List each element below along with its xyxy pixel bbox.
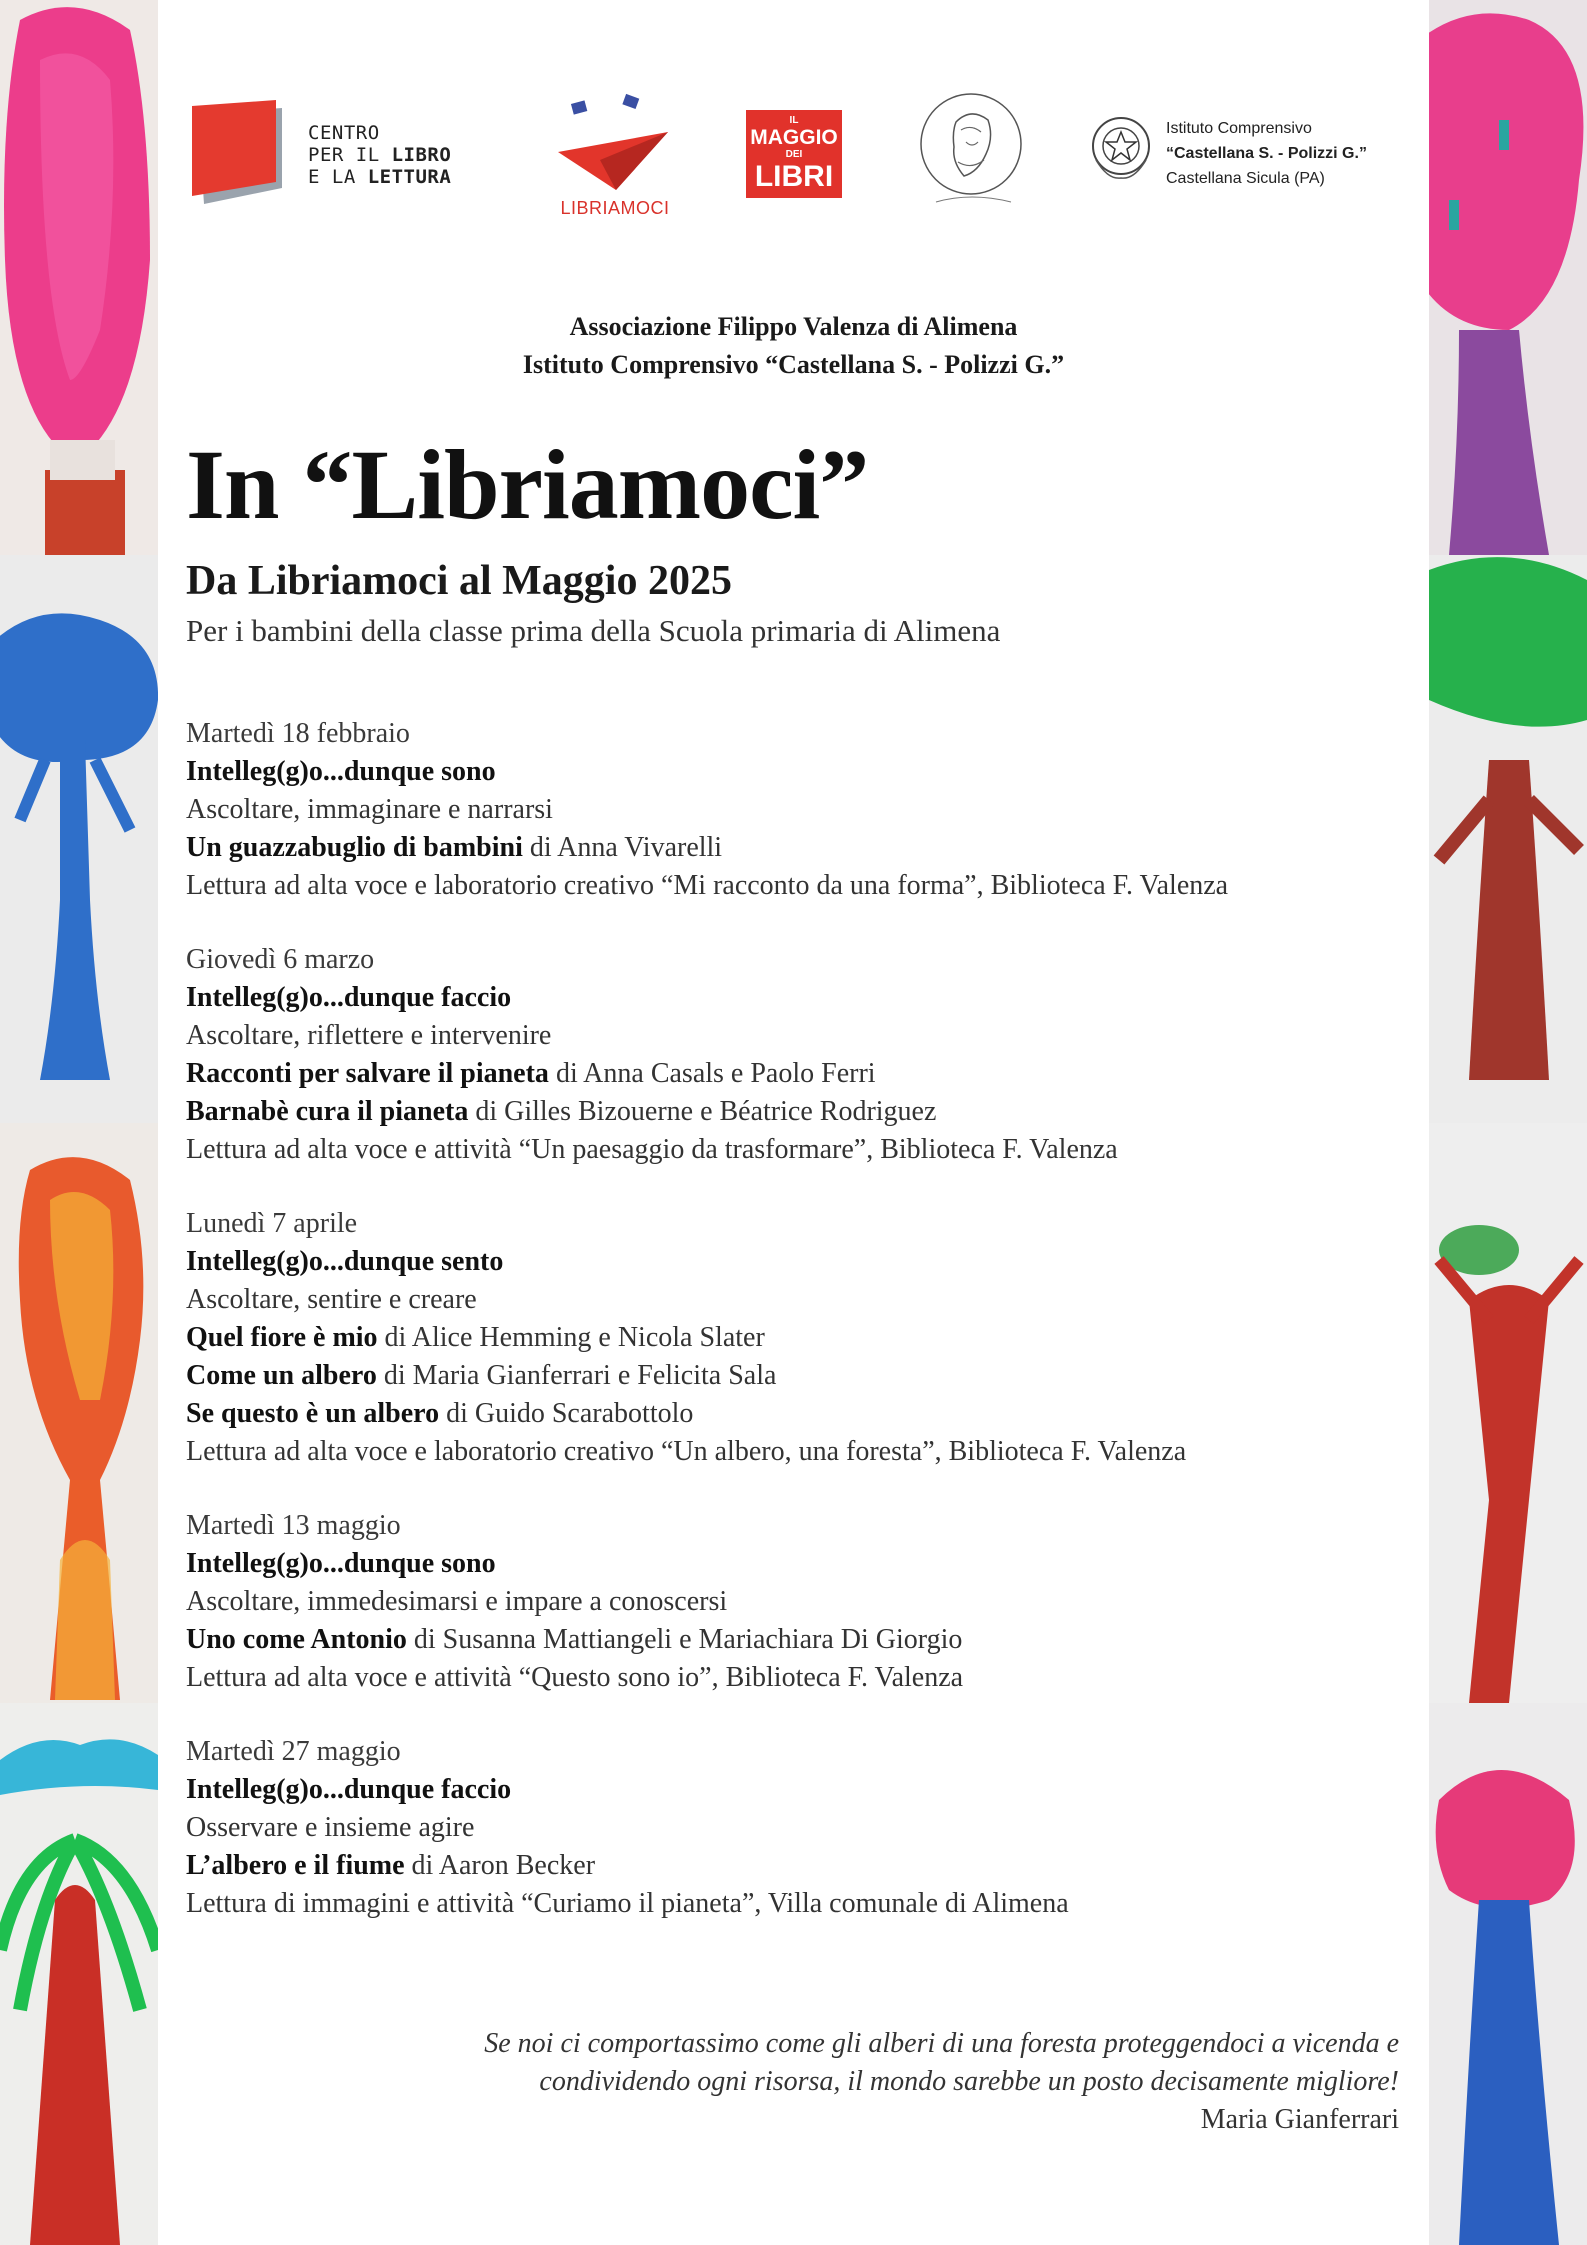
- poster-page: [158, 0, 1429, 2245]
- events-list: [186, 715, 1416, 1959]
- event-activity: Lettura ad alta voce e attività “Questo sono io”, Biblioteca F. Valenza: [186, 1662, 964, 1693]
- event-book: [186, 1093, 1416, 1131]
- event-theme: Intelleg(g)o...dunque sono: [186, 756, 496, 787]
- cpl-line3b: LETTURA: [367, 166, 452, 188]
- book-title: Se questo è un albero: [186, 1398, 440, 1429]
- cpl-line1: CENTRO: [308, 122, 380, 144]
- event-theme: Intelleg(g)o...dunque faccio: [186, 982, 512, 1013]
- book-author: di Susanna Mattiangeli e Mariachiara Di Giorgio: [406, 1624, 963, 1655]
- event-date: Lunedì 7 aprile: [186, 1208, 358, 1239]
- event-activity: Lettura di immagini e attività “Curiamo il pianeta”, Villa comunale di Alimena: [186, 1888, 1069, 1919]
- book-author: di Maria Gianferrari e Felicita Sala: [376, 1360, 777, 1391]
- event-activity: Lettura ad alta voce e laboratorio creativo “Mi racconto da una forma”, Biblioteca F. Valenza: [186, 870, 1229, 901]
- maggio-dei-libri-badge: [746, 110, 842, 198]
- ics-line2: “Castellana S. - Polizzi G.”: [1166, 145, 1367, 162]
- maggio-dei-text: DEI: [785, 149, 803, 160]
- event-date: Martedì 27 maggio: [186, 1736, 401, 1767]
- left-children-drawings: [0, 0, 158, 2245]
- book-author: di Guido Scarabottolo: [439, 1398, 694, 1429]
- book-author: di Anna Casals e Paolo Ferri: [548, 1058, 876, 1089]
- event-book: [186, 1055, 1416, 1093]
- book-author: di Gilles Bizouerne e Béatrice Rodriguez: [468, 1096, 937, 1127]
- organizer-school: Istituto Comprensivo “Castellana S. - Polizzi G.”: [522, 350, 1065, 379]
- maggio-dei-libri-logo: [746, 110, 842, 198]
- event-book: [186, 1847, 1416, 1885]
- event-activity: Lettura ad alta voce e laboratorio creativo “Un albero, una foresta”, Biblioteca F. Valenza: [186, 1436, 1187, 1467]
- organizer-association: Associazione Filippo Valenza di Alimena: [569, 312, 1018, 341]
- book-title: Un guazzabuglio di bambini: [186, 832, 523, 863]
- minerva-seal-icon: [916, 92, 1026, 210]
- book-author: di Anna Vivarelli: [522, 832, 723, 863]
- quote-line2: condividendo ogni risorsa, il mondo sarebbe un posto decisamente migliore!: [539, 2066, 1399, 2097]
- maggio-maggio-text: MAGGIO: [750, 126, 838, 149]
- left-art-panel: [0, 0, 158, 2245]
- right-art-panel: [1429, 0, 1587, 2245]
- book-title: Racconti per salvare il pianeta: [186, 1058, 549, 1089]
- event-activity: Lettura ad alta voce e attività “Un paesaggio da trasformare”, Biblioteca F. Valenza: [186, 1134, 1118, 1165]
- event-tagline: Ascoltare, sentire e creare: [186, 1284, 477, 1315]
- ics-line3: Castellana Sicula (PA): [1166, 170, 1325, 187]
- ics-text-block: [1166, 116, 1367, 191]
- libriamoci-logo: [550, 90, 680, 220]
- event-book: [186, 1395, 1416, 1433]
- organizers: [158, 308, 1429, 384]
- event-tagline: Ascoltare, riflettere e intervenire: [186, 1020, 552, 1051]
- book-title: Quel fiore è mio: [186, 1322, 378, 1353]
- event-theme: Intelleg(g)o...dunque sento: [186, 1246, 504, 1277]
- associazione-valenza-logo: [916, 92, 1026, 210]
- cpl-line2b: LIBRO: [391, 144, 452, 166]
- audience-line: Per i bambini della classe prima della Scuola primaria di Alimena: [186, 613, 1001, 648]
- page-subtitle: Da Libriamoci al Maggio 2025: [186, 558, 732, 604]
- event-item: [186, 715, 1416, 905]
- book-title: Barnabè cura il pianeta: [186, 1096, 469, 1127]
- event-item: [186, 941, 1416, 1169]
- book-title: L’albero e il fiume: [186, 1850, 405, 1881]
- italian-emblem-icon: [1088, 110, 1154, 184]
- book-title: Come un albero: [186, 1360, 377, 1391]
- cpl-wordmark: [308, 122, 451, 188]
- paper-plane-icon: [550, 90, 680, 195]
- event-tagline: Osservare e insieme agire: [186, 1812, 475, 1843]
- event-item: [186, 1205, 1416, 1471]
- ics-line1: Istituto Comprensivo: [1166, 120, 1312, 137]
- closing-quote: [399, 2025, 1399, 2139]
- libriamoci-wordmark: LIBRIAMOCI: [560, 198, 670, 218]
- event-book: [186, 1357, 1416, 1395]
- book-author: di Aaron Becker: [404, 1850, 596, 1881]
- maggio-libri-text: LIBRI: [754, 160, 834, 193]
- event-theme: Intelleg(g)o...dunque sono: [186, 1548, 496, 1579]
- quote-line1: Se noi ci comportassimo come gli alberi di una foresta proteggendoci a vicenda e: [484, 2028, 1399, 2059]
- event-book: [186, 829, 1416, 867]
- book-author: di Alice Hemming e Nicola Slater: [377, 1322, 765, 1353]
- event-theme: Intelleg(g)o...dunque faccio: [186, 1774, 512, 1805]
- event-date: Giovedì 6 marzo: [186, 944, 375, 975]
- maggio-il-text: IL: [789, 115, 799, 126]
- event-tagline: Ascoltare, immedesimarsi e impare a conoscersi: [186, 1586, 728, 1617]
- quote-author: Maria Gianferrari: [1200, 2104, 1399, 2135]
- right-children-drawings: [1429, 0, 1587, 2245]
- book-title: Uno come Antonio: [186, 1624, 407, 1655]
- istituto-comprensivo-logo: [1088, 110, 1418, 190]
- event-date: Martedì 13 maggio: [186, 1510, 401, 1541]
- cpl-line2a: PER IL: [308, 144, 392, 166]
- event-date: Martedì 18 febbraio: [186, 718, 410, 749]
- book-stack-icon: [184, 92, 304, 212]
- cpl-line3a: E LA: [308, 166, 368, 188]
- event-tagline: Ascoltare, immaginare e narrarsi: [186, 794, 553, 825]
- page-title: In “Libriamoci”: [186, 429, 869, 540]
- event-item: [186, 1507, 1416, 1697]
- event-book: [186, 1621, 1416, 1659]
- logo-row: [158, 80, 1429, 220]
- centro-libro-lettura-logo: [184, 92, 494, 212]
- event-book: [186, 1319, 1416, 1357]
- event-item: [186, 1733, 1416, 1923]
